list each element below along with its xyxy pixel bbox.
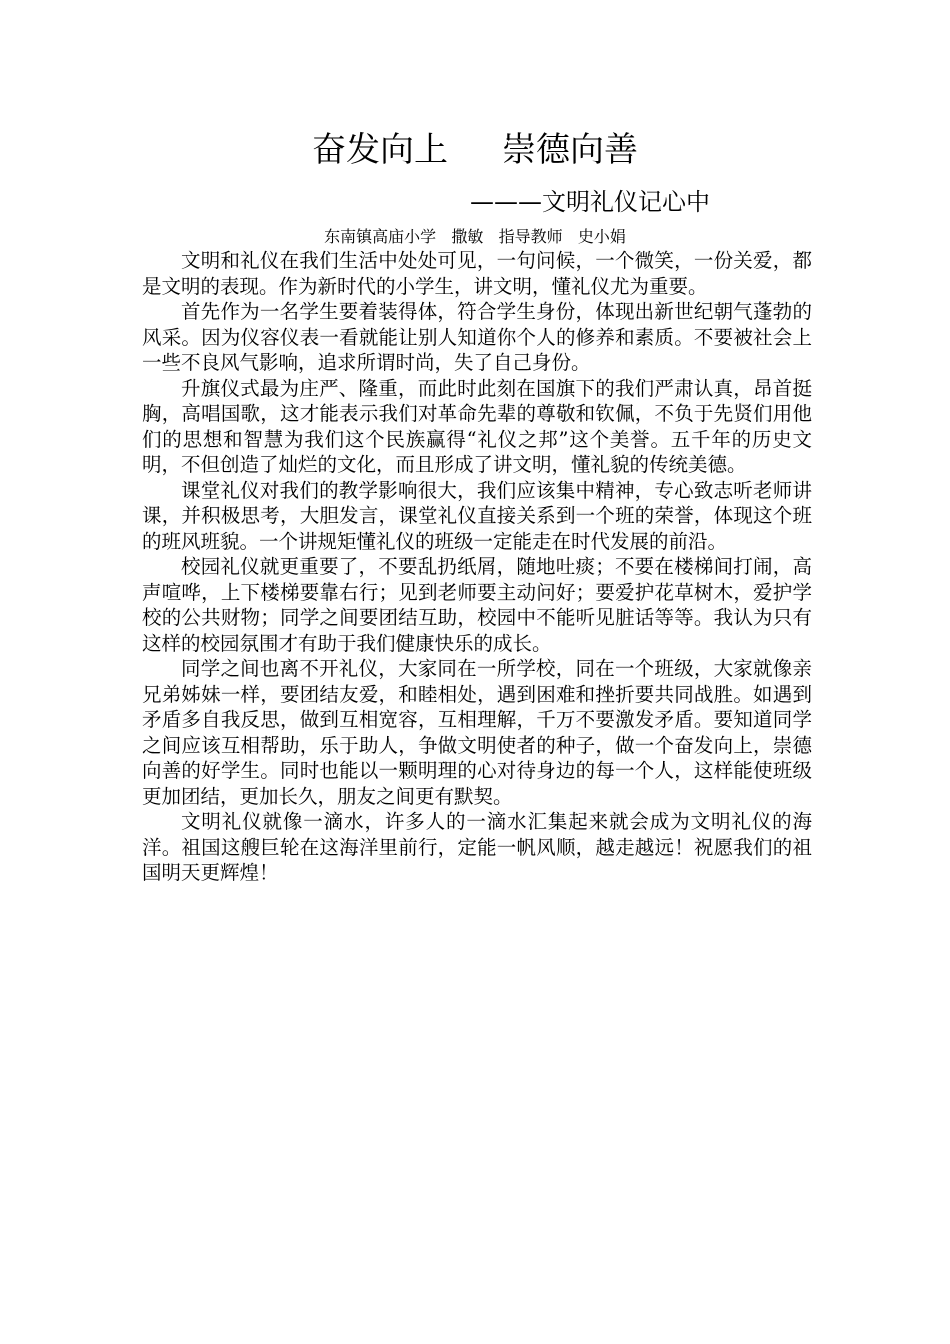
paragraph: 文明和礼仪在我们生活中处处可见，一句问候，一个微笑，一份关爱，都是文明的表现。作为新时代的小学生，讲文明，懂礼仪尤为重要。 bbox=[142, 249, 812, 298]
article-body bbox=[142, 248, 812, 886]
paragraph: 文明礼仪就像一滴水，许多人的一滴水汇集起来就会成为文明礼仪的海洋。祖国这艘巨轮在这海洋里前行，定能一帆风顺，越走越远！祝愿我们的祖国明天更辉煌！ bbox=[142, 810, 812, 884]
document-subtitle: ———文明礼仪记心中 bbox=[470, 188, 710, 216]
paragraph: 首先作为一名学生要着装得体，符合学生身份，体现出新世纪朝气蓬勃的风采。因为仪容仪表一看就能让别人知道你个人的修养和素质。不要被社会上一些不良风气影响，追求所谓时尚，失了自己身份。 bbox=[142, 300, 812, 374]
paragraph: 校园礼仪就更重要了，不要乱扔纸屑，随地吐痰；不要在楼梯间打闹，高声喧哗，上下楼梯要靠右行；见到老师要主动问好；要爱护花草树木，爱护学校的公共财物；同学之间要团结互助，校园中不能听见脏话等等。我认为只有这样的校园氛围才有助于我们健康快乐的成长。 bbox=[142, 555, 812, 655]
document-title: 奋发向上 崇德向善 bbox=[311, 130, 639, 170]
paragraph: 课堂礼仪对我们的教学影响很大，我们应该集中精神，专心致志听老师讲课，并积极思考，大胆发言，课堂礼仪直接关系到一个班的荣誉，体现这个班的班风班貌。一个讲规矩懂礼仪的班级一定能走在时代发展的前沿。 bbox=[142, 478, 812, 553]
paragraph: 升旗仪式最为庄严、隆重，而此时此刻在国旗下的我们严肃认真，昂首挺胸，高唱国歌，这才能表示我们对革命先辈的尊敬和钦佩，不负于先贤们用他们的思想和智慧为我们这个民族赢得“礼仪之邦”这个美誉。五千年的历史文明，不但创造了灿烂的文化，而且形成了讲文明，懂礼貌的传统美德。 bbox=[142, 376, 812, 476]
author-byline: 东南镇高庙小学 撒敏 指导教师 史小娟 bbox=[324, 227, 626, 246]
paragraph: 同学之间也离不开礼仪，大家同在一所学校，同在一个班级，大家就像亲兄弟姊妹一样，要团结友爱，和睦相处，遇到困难和挫折要共同战胜。如遇到矛盾多自我反思，做到互相宽容，互相理解，千万不要激发矛盾。要知道同学之间应该互相帮助，乐于助人，争做文明使者的种子，做一个奋发向上，崇德向善的好学生。同时也能以一颗明理的心对待身边的每一个人，这样能使班级更加团结，更加长久，朋友之间更有默契。 bbox=[142, 657, 812, 808]
